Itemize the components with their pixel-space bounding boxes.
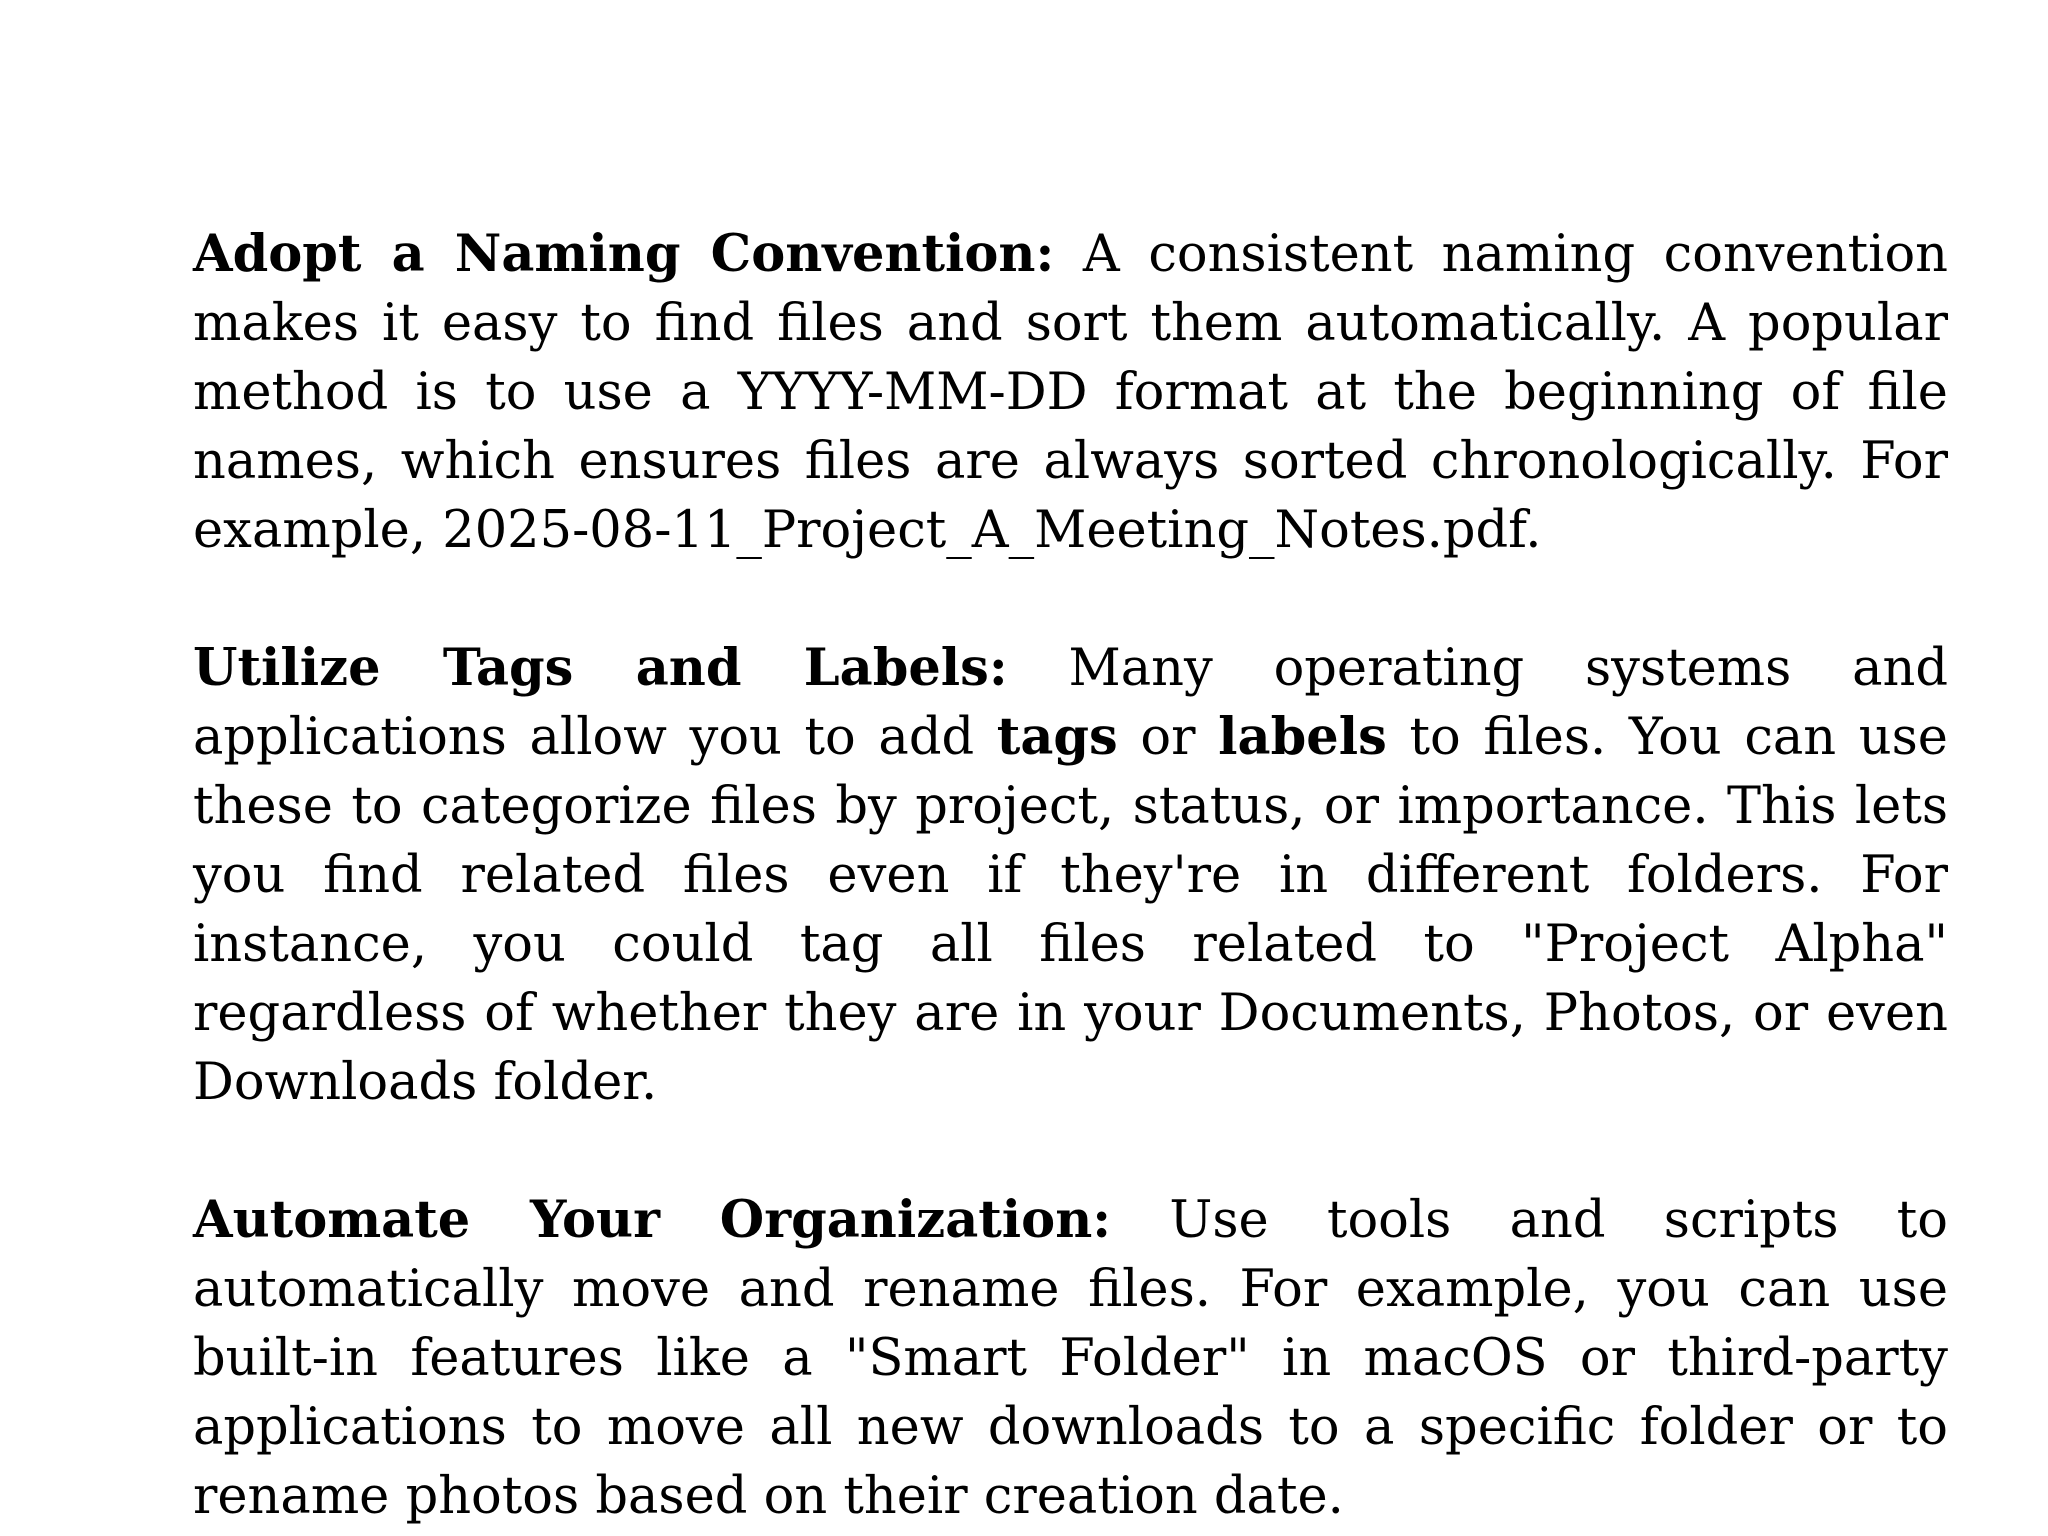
paragraph-naming-convention <box>193 220 1948 565</box>
paragraph-text: to files. You can use these to categorize files by project, status, or importance. This lets you find related files even if they're in different folders. For instance, you could tag all files related to "Project Alpha" regardless of whether they are in your Documents, Photos, or even Downloads folder. <box>193 708 1948 1112</box>
paragraph-heading: Automate Your Organization: <box>193 1190 1112 1250</box>
paragraph-heading: Adopt a Naming Convention: <box>193 224 1055 284</box>
paragraph-text: or <box>1117 708 1219 767</box>
paragraph-text: Many operating systems and applications allow you to add <box>193 639 1949 767</box>
paragraph-automate <box>193 1186 1948 1531</box>
paragraph-heading: Utilize Tags and Labels: <box>193 638 1008 698</box>
bold-term-labels: labels <box>1218 707 1387 767</box>
document-body <box>193 220 1948 1531</box>
bold-term-tags: tags <box>996 707 1118 767</box>
paragraph-tags-labels <box>193 634 1948 1117</box>
paragraph-text: A consistent naming convention makes it easy to find files and sort them automatically. A popular method is to use a YYYY-MM-DD format at the beginning of file names, which ensures files are always sorted chronologically. For example, 2025-08-11_Project_A_Meeting_Notes.pdf. <box>193 225 1948 560</box>
paragraph-text: Use tools and scripts to automatically move and rename files. For example, you can use built-in features like a "Smart Folder" in macOS or third-party applications to move all new downloads to a specific folder or to rename photos based on their creation date. <box>193 1191 1948 1526</box>
